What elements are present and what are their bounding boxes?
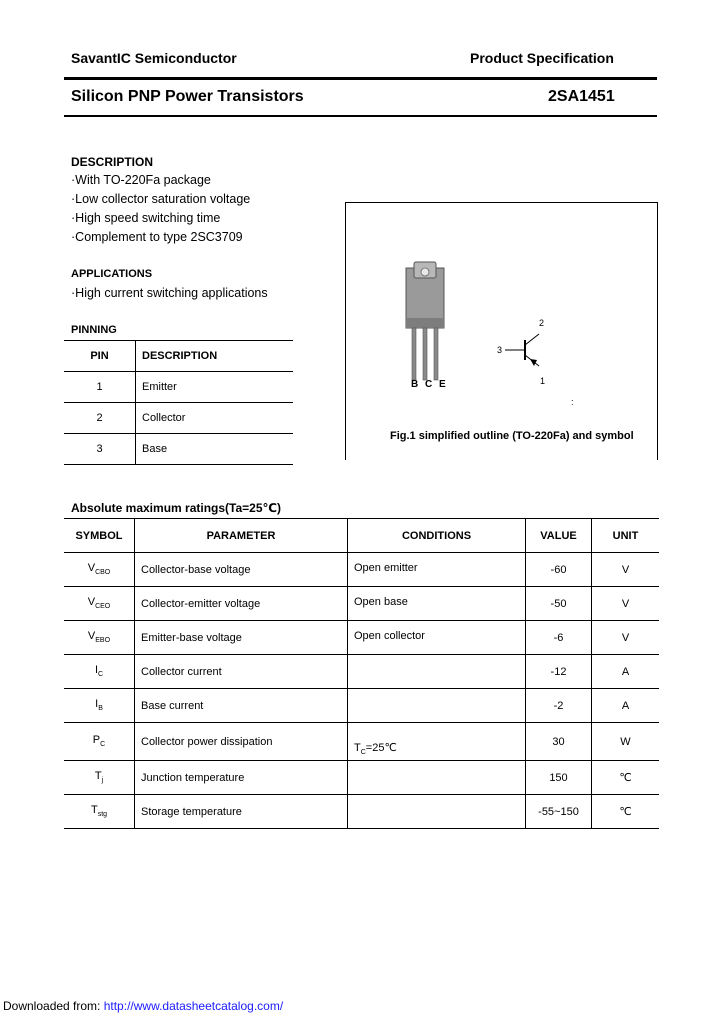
symbol-pin2-label: 2 [539,318,545,328]
symbol-cell: $I_C$ [64,655,135,689]
pin-description: Collector [136,403,294,434]
table-row [64,434,293,465]
conditions-cell [348,795,526,829]
ratings-table [64,518,659,829]
symbol-cell: $T_{stg}$ [64,795,135,829]
table-row [64,795,659,829]
figure-box [345,202,658,460]
value-cell: -55~150 [526,795,592,829]
pin-description: Emitter [136,372,294,403]
column-header: VALUE [526,519,592,553]
figure-dot: : [571,397,574,407]
symbol-cell: $T_j$ [64,761,135,795]
list-item: ·Complement to type 2SC3709 [71,230,243,244]
unit-cell: ℃ [592,795,660,829]
symbol-cell: $I_B$ [64,689,135,723]
symbol-cell: $P_C$ [64,723,135,761]
unit-cell: W [592,723,660,761]
list-item: ·High current switching applications [71,286,268,300]
symbol-cell: $V_{CEO}$ [64,587,135,621]
conditions-cell: Open base [348,587,526,621]
pin-description: Base [136,434,294,465]
column-header: CONDITIONS [348,519,526,553]
symbol-cell: $V_{EBO}$ [64,621,135,655]
spec-label: Product Specification [470,50,614,66]
value-cell: -50 [526,587,592,621]
parameter-cell: Emitter-base voltage [135,621,348,655]
figure-caption: Fig.1 simplified outline (TO-220Fa) and symbol [390,430,634,442]
value-cell: 150 [526,761,592,795]
parameter-cell: Collector-emitter voltage [135,587,348,621]
conditions-cell: Open collector [348,621,526,655]
footer-prefix: Downloaded from: [3,999,104,1013]
parameter-cell: Storage temperature [135,795,348,829]
value-cell: -6 [526,621,592,655]
table-row [64,553,659,587]
list-item: ·High speed switching time [71,211,221,225]
description-list [71,171,250,247]
symbol-cell: $V_{CBO}$ [64,553,135,587]
value-cell: 30 [526,723,592,761]
pnp-transistor-symbol-icon [505,328,555,378]
pin-number: 2 [64,403,136,434]
pin-labels: B C E [411,379,448,390]
pin-number: 3 [64,434,136,465]
value-cell: -12 [526,655,592,689]
parameter-cell: Base current [135,689,348,723]
conditions-cell [348,689,526,723]
unit-cell: V [592,587,660,621]
table-row [64,587,659,621]
applications-heading: APPLICATIONS [71,268,153,280]
table-row [64,372,293,403]
parameter-cell: Collector-base voltage [135,553,348,587]
unit-cell: A [592,689,660,723]
table-header-row [64,519,659,553]
parameter-cell: Collector power dissipation [135,723,348,761]
column-header: PARAMETER [135,519,348,553]
list-item: ·Low collector saturation voltage [71,192,251,206]
symbol-pin1-label: 1 [540,376,546,386]
parameter-cell: Collector current [135,655,348,689]
conditions-cell [348,761,526,795]
parameter-cell: Junction temperature [135,761,348,795]
symbol-pin3-label: 3 [497,345,503,355]
unit-cell: V [592,621,660,655]
pin-number: 1 [64,372,136,403]
header-rule-bottom [64,115,657,117]
column-header: DESCRIPTION [136,341,294,372]
footer-link[interactable]: http://www.datasheetcatalog.com/ [103,999,284,1013]
list-item: ·With TO-220Fa package [71,173,211,187]
conditions-cell: $T_C=25℃$ [348,723,526,761]
unit-cell: A [592,655,660,689]
unit-cell: V [592,553,660,587]
table-row [64,761,659,795]
conditions-cell: Open emitter [348,553,526,587]
table-row [64,655,659,689]
pinning-heading: PINNING [71,324,117,336]
value-cell: -2 [526,689,592,723]
column-header: PIN [64,341,136,372]
part-number: 2SA1451 [548,88,615,105]
table-header-row [64,341,293,372]
description-heading: DESCRIPTION [71,155,154,169]
value-cell: -60 [526,553,592,587]
table-row [64,723,659,761]
table-row [64,621,659,655]
unit-cell: ℃ [592,761,660,795]
conditions-cell [348,655,526,689]
column-header: SYMBOL [64,519,135,553]
pinning-table [64,340,293,465]
company-name: SavantIC Semiconductor [71,50,237,66]
table-row [64,689,659,723]
ratings-heading: Absolute maximum ratings(Ta=25℃) [71,501,282,515]
to220-package-icon [400,260,450,385]
page-title: Silicon PNP Power Transistors [71,88,304,105]
table-row [64,403,293,434]
column-header: UNIT [592,519,660,553]
header-rule-top [64,77,657,80]
footer [3,999,283,1013]
